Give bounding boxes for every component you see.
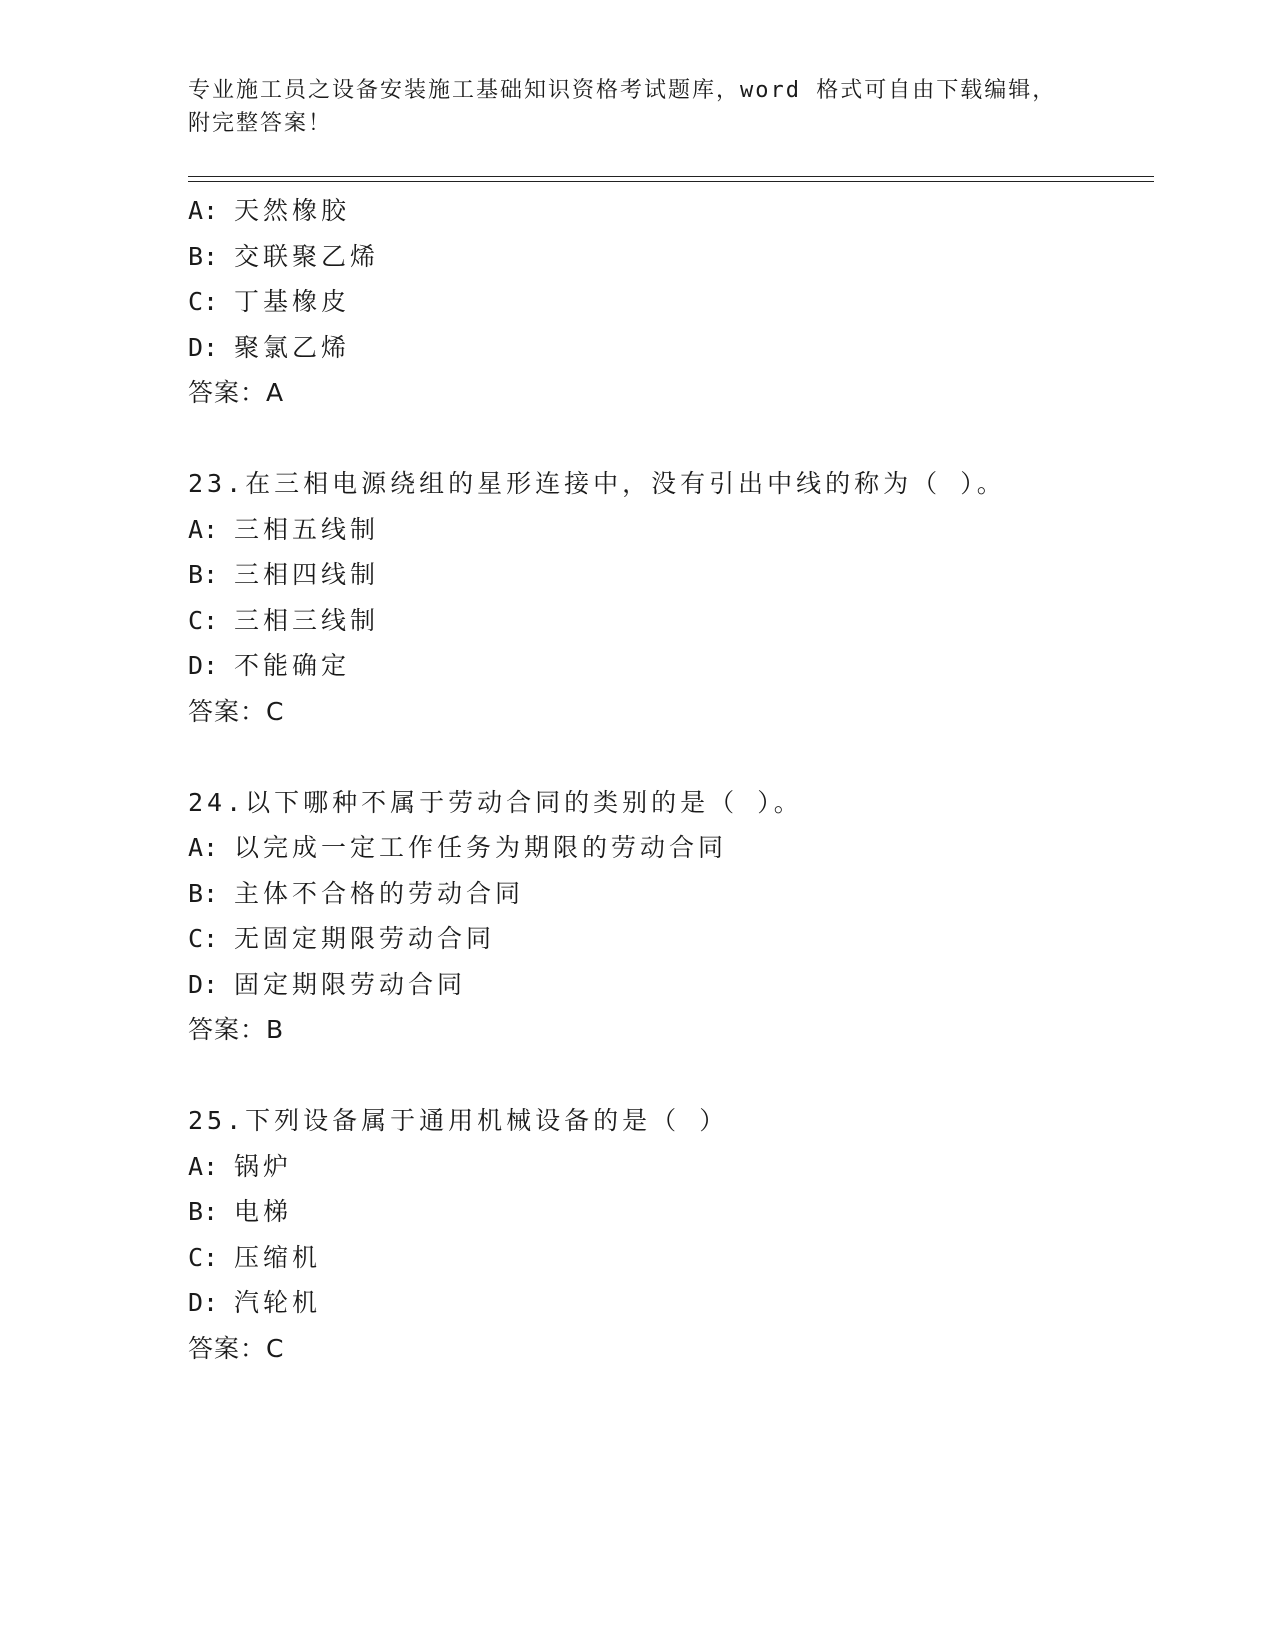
option-letter: B: xyxy=(188,560,219,589)
option-d xyxy=(188,643,1154,689)
option-letter: A: xyxy=(188,1151,219,1181)
question-stem: 25.下列设备属于通用机械设备的是（ ） xyxy=(188,1106,729,1135)
answer-line: 答案：A xyxy=(188,378,285,407)
option-text: 天然橡胶 xyxy=(234,196,351,225)
option-a xyxy=(188,1144,1154,1190)
option-c xyxy=(188,279,1154,325)
option-letter: A: xyxy=(188,833,219,862)
question-spacer xyxy=(188,734,1154,780)
option-b xyxy=(188,552,1154,598)
header-divider-bottom xyxy=(188,181,1154,182)
option-letter: C: xyxy=(188,287,219,316)
option-d xyxy=(188,1280,1154,1326)
option-c xyxy=(188,916,1154,962)
header-title-line-1: 专业施工员之设备安装施工基础知识资格考试题库，word 格式可自由下载编辑， xyxy=(188,78,1057,103)
option-letter: D: xyxy=(188,651,219,680)
option-letter: B: xyxy=(188,878,219,908)
option-letter: A: xyxy=(188,196,219,225)
question-block xyxy=(188,461,1154,734)
question-block xyxy=(188,188,1154,416)
option-text: 丁基橡皮 xyxy=(234,287,351,316)
option-text: 锅炉 xyxy=(234,1151,293,1181)
option-text: 三相五线制 xyxy=(234,514,380,544)
question-list xyxy=(188,188,1154,1371)
question-spacer xyxy=(188,416,1154,462)
question-spacer xyxy=(188,1053,1154,1099)
option-text: 交联聚乙烯 xyxy=(234,241,380,271)
option-text: 压缩机 xyxy=(234,1242,322,1272)
answer-line: 答案：C xyxy=(188,696,285,726)
answer-line: 答案：B xyxy=(188,1015,285,1044)
header-title-line-2: 附完整答案！ xyxy=(188,111,333,136)
document-header xyxy=(188,74,1068,140)
question-block xyxy=(188,780,1154,1053)
option-text: 三相三线制 xyxy=(234,605,380,635)
option-text: 不能确定 xyxy=(234,651,351,680)
option-text: 主体不合格的劳动合同 xyxy=(234,878,525,908)
option-b xyxy=(188,871,1154,917)
question-stem: 23.在三相电源绕组的星形连接中，没有引出中线的称为（ ）。 xyxy=(188,469,1006,498)
option-c xyxy=(188,1235,1154,1281)
option-a xyxy=(188,507,1154,553)
option-d xyxy=(188,325,1154,371)
option-text: 电梯 xyxy=(234,1197,293,1226)
option-letter: C: xyxy=(188,605,219,635)
header-divider-top xyxy=(188,176,1154,177)
option-text: 以完成一定工作任务为期限的劳动合同 xyxy=(234,833,728,862)
option-letter: A: xyxy=(188,514,219,544)
answer-line: 答案：C xyxy=(188,1333,285,1363)
option-letter: C: xyxy=(188,924,219,953)
option-b xyxy=(188,234,1154,280)
option-text: 汽轮机 xyxy=(234,1288,322,1317)
question-stem: 24.以下哪种不属于劳动合同的类别的是（ ）。 xyxy=(188,787,803,817)
option-text: 聚氯乙烯 xyxy=(234,332,351,362)
option-letter: C: xyxy=(188,1242,219,1272)
option-text: 三相四线制 xyxy=(234,560,380,589)
option-text: 固定期限劳动合同 xyxy=(234,969,467,999)
option-letter: D: xyxy=(188,332,219,362)
option-c xyxy=(188,598,1154,644)
option-b xyxy=(188,1189,1154,1235)
option-a xyxy=(188,825,1154,871)
option-letter: B: xyxy=(188,1197,219,1226)
option-a xyxy=(188,188,1154,234)
option-letter: D: xyxy=(188,969,219,999)
option-d xyxy=(188,962,1154,1008)
option-letter: B: xyxy=(188,241,219,271)
question-block xyxy=(188,1098,1154,1371)
option-letter: D: xyxy=(188,1288,219,1317)
option-text: 无固定期限劳动合同 xyxy=(234,924,496,953)
